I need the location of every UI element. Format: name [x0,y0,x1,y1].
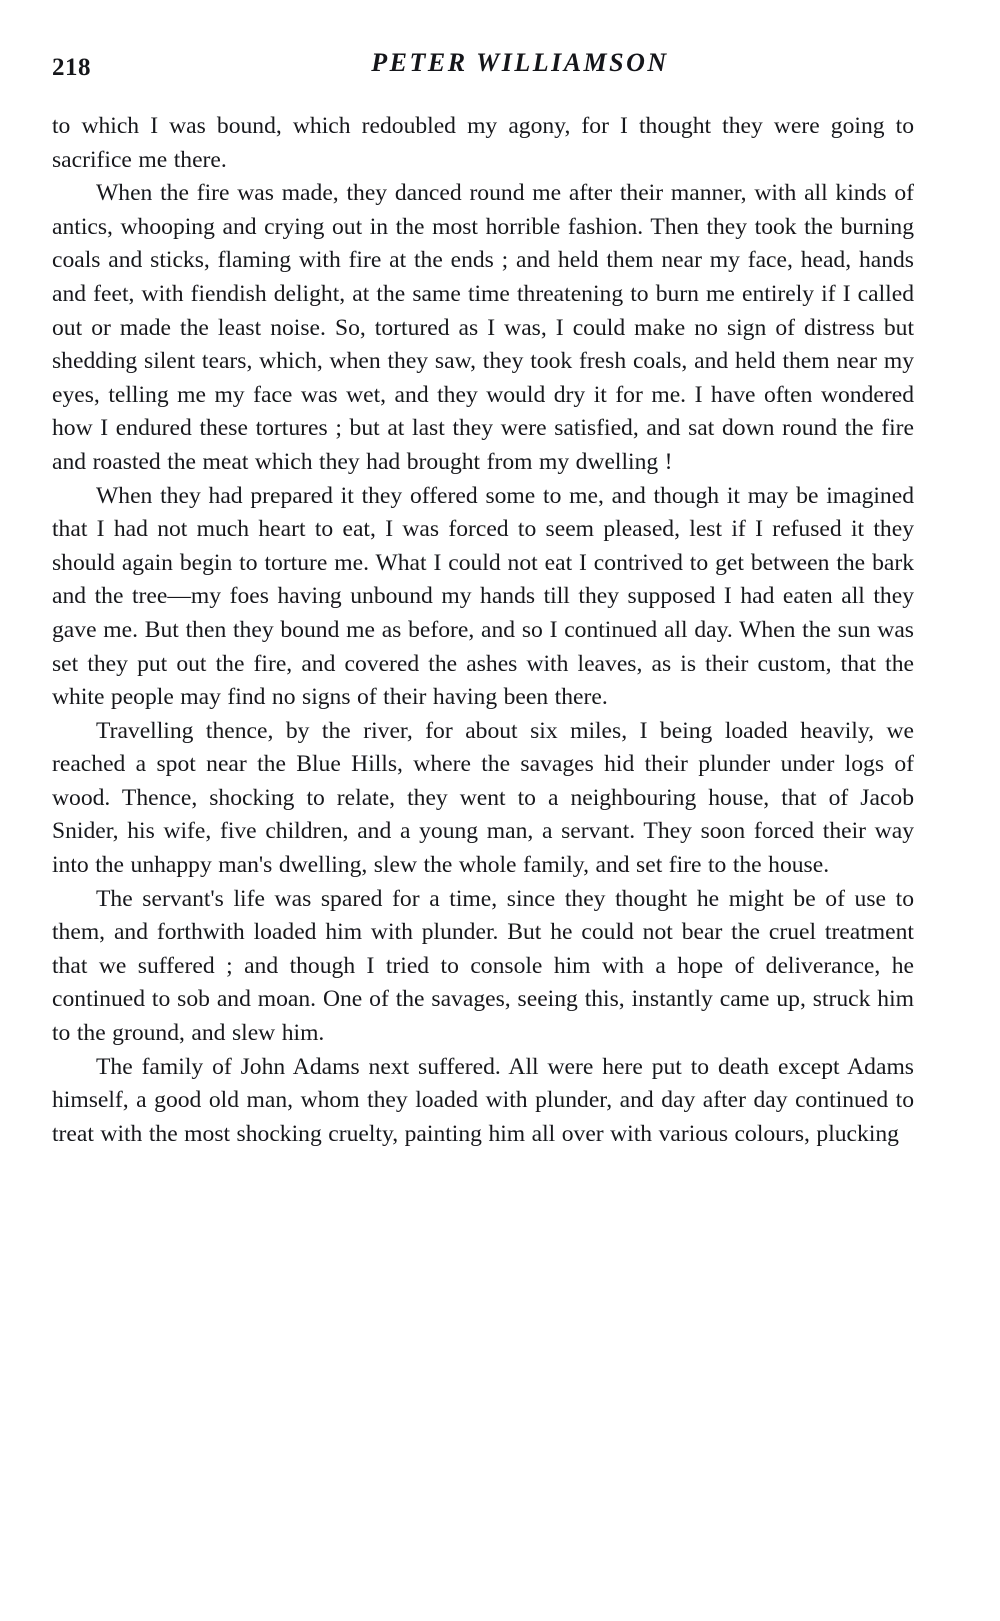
paragraph: When they had prepared it they offered some to me, and though it may be imagined that I had not much heart to eat, I was forced to seem pleased, lest if I refused it they should again begin to torture me. What I could not eat I contrived to get between the bark and the tree—my foes having unbound my hands till they supposed I had eaten all they gave me. But then they bound me as before, and so I continued all day. When the sun was set they put out the fire, and covered the ashes with leaves, as is their custom, that the white people may find no signs of their having been there. [52,482,914,711]
paragraph: The servant's life was spared for a time, since they thought he might be of use to them, and forthwith loaded him with plunder. But he could not bear the cruel treatment that we suffered ; and though I tried to console him with a hope of deliverance, he continued to sob and moan. One of the savages, seeing this, instantly came up, struck him to the ground, and slew him. [52,885,914,1047]
running-title: PETER WILLIAMSON [371,48,669,77]
paragraph: to which I was bound, which redoubled my agony, for I thought they were going to sacrifice me there. [52,113,914,173]
page-header [52,48,948,88]
paragraph: When the fire was made, they danced round me after their manner, with all kinds of antics, whooping and crying out in the most horrible fashion. Then they took the burning coals and sticks, flaming with fire at the ends ; and held them near my face, head, hands and feet, with fiendish delight, at the same time threatening to burn me entirely if I called out or made the least noise. So, tortured as I was, I could make no sign of distress but shedding silent tears, which, when they saw, they took fresh coals, and held them near my eyes, telling me my face was wet, and they would dry it for me. I have often wondered how I endured these tortures ; but at last they were satisfied, and sat down round the fire and roasted the meat which they had brought from my dwelling ! [52,180,914,475]
page-body [52,110,914,1151]
paragraph: The family of John Adams next suffered. All were here put to death except Adams himself, a good old man, whom they loaded with plunder, and day after day continued to treat with the most shocking cruelty, painting him all over with various colours, plucking [52,1053,914,1147]
paragraph: Travelling thence, by the river, for about six miles, I being loaded heavily, we reached a spot near the Blue Hills, where the savages hid their plunder under logs of wood. Thence, shocking to relate, they went to a neighbouring house, that of Jacob Snider, his wife, five children, and a young man, a servant. They soon forced their way into the unhappy man's dwelling, slew the whole family, and set fire to the house. [52,717,914,879]
page-number: 218 [52,54,91,81]
